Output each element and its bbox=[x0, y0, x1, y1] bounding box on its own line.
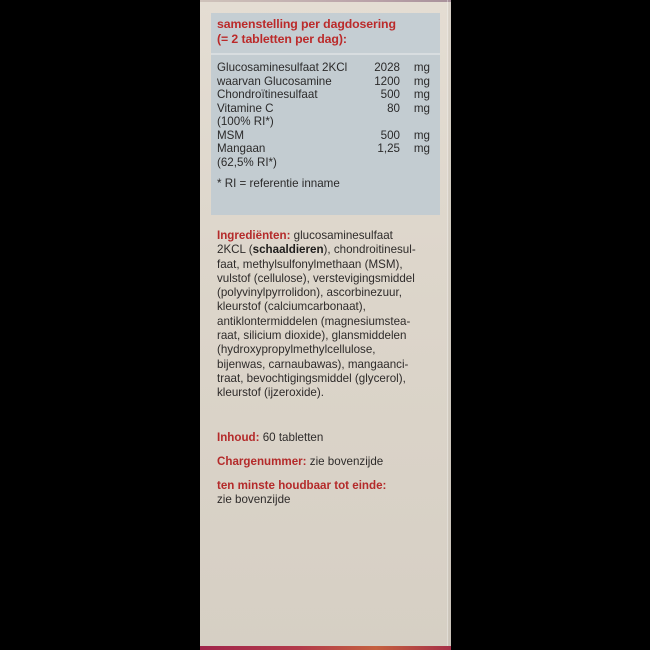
content-value: 60 tabletten bbox=[259, 431, 324, 444]
best-before-info bbox=[217, 479, 445, 508]
ingredients-line: (polyvinylpyrrolidon), ascorbinezuur, bbox=[217, 286, 402, 300]
ingredients-line: raat, silicium dioxide), glansmiddelen bbox=[217, 329, 407, 343]
nutrient-unit: mg bbox=[413, 128, 430, 142]
ingredients-label: Ingrediënten: bbox=[217, 229, 291, 242]
composition-row bbox=[217, 115, 430, 129]
nutrient-value: 1200 bbox=[374, 74, 400, 88]
nutrient-name: Glucosaminesulfaat 2KCl bbox=[217, 61, 348, 74]
composition-subtitle: (= 2 tabletten per dag): bbox=[217, 32, 347, 46]
composition-row bbox=[217, 142, 430, 156]
content-info bbox=[217, 431, 445, 445]
composition-row bbox=[217, 88, 430, 102]
nutrient-name: MSM bbox=[217, 128, 245, 142]
ingredients-text: glucosaminesulfaat bbox=[290, 229, 393, 242]
ingredients-text: 2KCL ( bbox=[217, 243, 253, 257]
nutrient-value: 500 bbox=[380, 128, 400, 142]
composition-row bbox=[217, 75, 430, 89]
nutrient-value: 500 bbox=[380, 88, 400, 101]
batch-value: zie bovenzijde bbox=[306, 454, 384, 468]
allergen-text: schaaldieren bbox=[252, 243, 324, 257]
ingredients-line bbox=[217, 243, 445, 257]
box-bottom-edge bbox=[200, 646, 451, 650]
composition-row bbox=[217, 61, 430, 75]
ingredients-line: traat, bevochtigingsmiddel (glycerol), bbox=[217, 371, 406, 385]
ingredients-line: kleurstof (ijzeroxide). bbox=[217, 386, 324, 400]
nutrient-value: 2028 bbox=[374, 61, 400, 74]
nutrient-unit: mg bbox=[413, 101, 430, 115]
best-before-value: zie bovenzijde bbox=[217, 492, 291, 506]
box-fold-line bbox=[447, 0, 448, 650]
ingredients-line: kleurstof (calciumcarbonaat), bbox=[217, 300, 366, 314]
nutrient-name: Mangaan bbox=[217, 142, 266, 155]
best-before-label: ten minste houdbaar tot einde: bbox=[217, 478, 387, 492]
nutrient-unit: mg bbox=[413, 61, 430, 74]
composition-header bbox=[211, 13, 440, 55]
nutrient-name: (62,5% RI*) bbox=[217, 155, 277, 169]
nutrient-unit: mg bbox=[413, 142, 430, 155]
composition-title: samenstelling per dagdosering bbox=[217, 17, 396, 31]
nutrient-name: Vitamine C bbox=[217, 101, 274, 115]
ingredients-line: (hydroxypropylmethylcellulose, bbox=[217, 343, 376, 357]
composition-row bbox=[217, 129, 430, 143]
box-top-edge bbox=[200, 0, 451, 2]
ingredients-line: vulstof (cellulose), verstevigingsmiddel bbox=[217, 271, 415, 285]
nutrient-name: Chondroïtinesulfaat bbox=[217, 88, 318, 101]
composition-row bbox=[217, 156, 430, 170]
nutrient-value: 1,25 bbox=[377, 142, 400, 155]
product-box-side-panel bbox=[200, 0, 451, 650]
content-label: Inhoud: bbox=[217, 431, 260, 444]
ingredients-text: ), chondroitinesul- bbox=[323, 243, 416, 257]
ingredients-line bbox=[217, 229, 445, 243]
ingredients-line: faat, methylsulfonylmethaan (MSM), bbox=[217, 257, 403, 271]
package-info-section bbox=[217, 431, 445, 517]
batch-info bbox=[217, 455, 445, 469]
ingredients-line: bijenwas, carnaubawas), mangaanci- bbox=[217, 357, 409, 371]
ingredients-section bbox=[217, 229, 445, 401]
batch-label: Chargenummer: bbox=[217, 454, 307, 468]
composition-panel bbox=[211, 13, 440, 215]
composition-table bbox=[211, 55, 440, 191]
composition-row bbox=[217, 102, 430, 116]
ri-footnote: * RI = referentie inname bbox=[217, 177, 340, 190]
nutrient-value: 80 bbox=[387, 101, 400, 115]
nutrient-name: (100% RI*) bbox=[217, 115, 274, 128]
nutrient-unit: mg bbox=[413, 88, 430, 101]
ingredients-line: antiklontermiddelen (magnesiumstea- bbox=[217, 314, 411, 328]
nutrient-name: waarvan Glucosamine bbox=[217, 74, 332, 88]
nutrient-unit: mg bbox=[413, 74, 430, 88]
